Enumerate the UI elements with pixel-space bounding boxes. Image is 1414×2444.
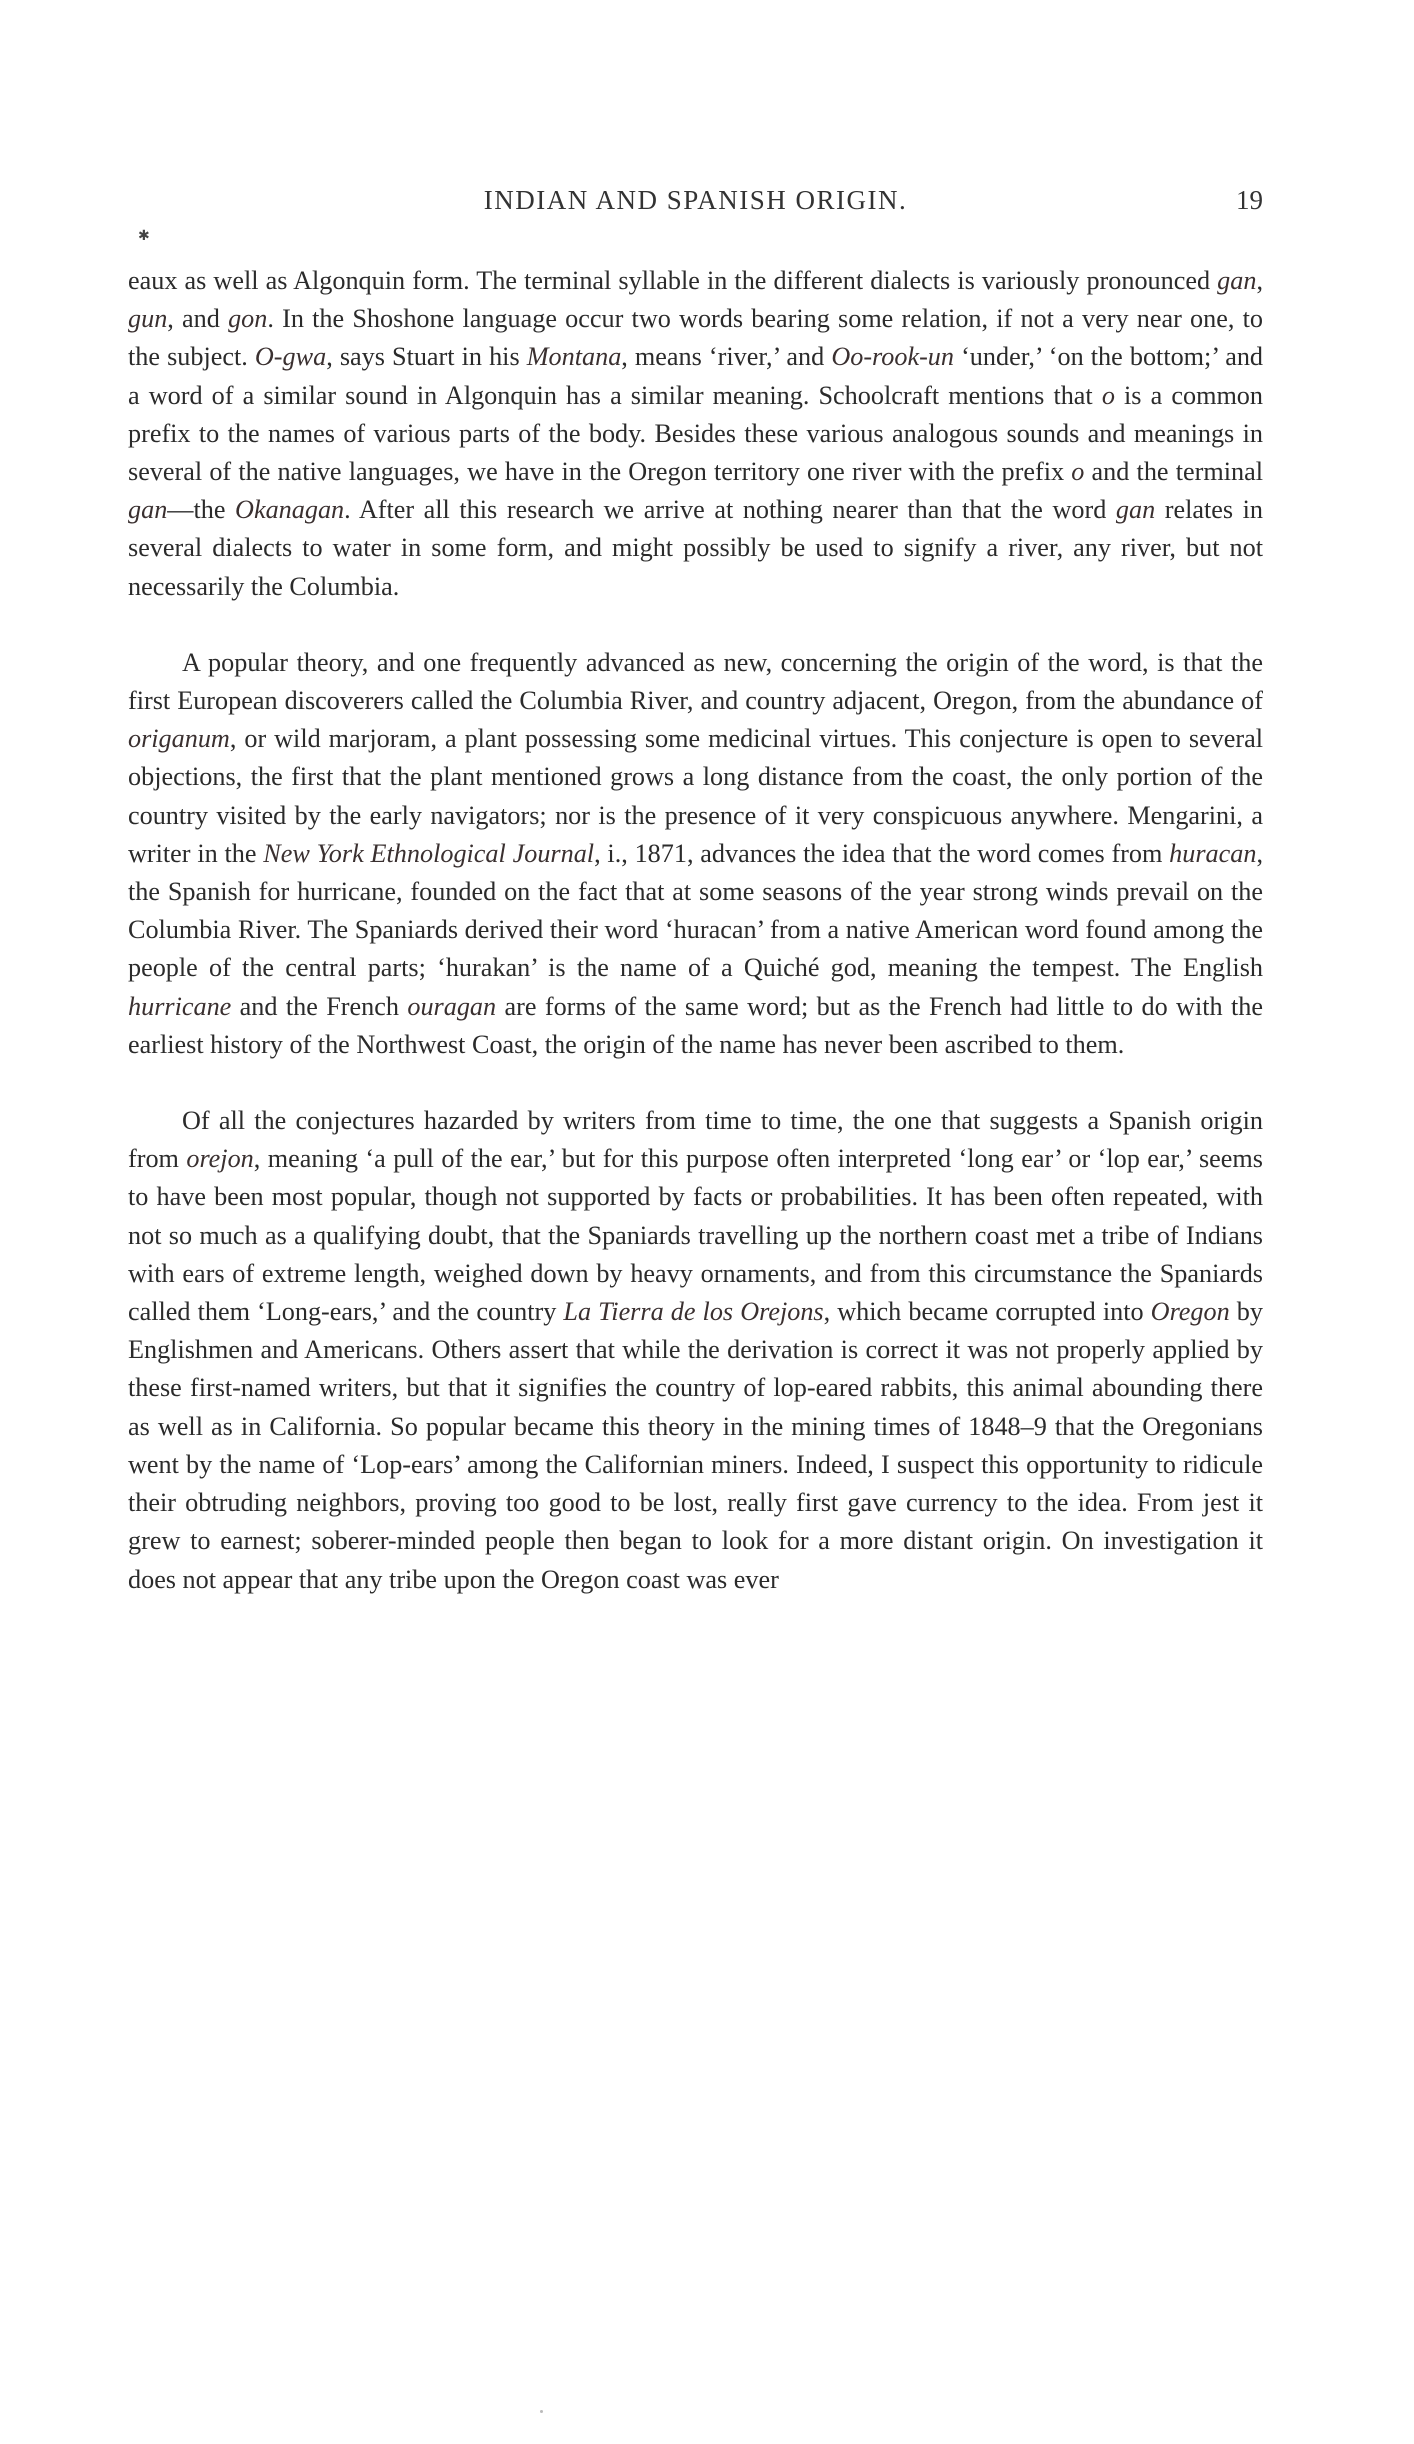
text-run: , or wild marjoram, a plant possessing some medicinal virtues. This conjecture is open to several objections, the first that the plant mentioned grows a long distance from the coast, the only portion of the country visited by the early navigators; nor is the presence of it very conspicuous anywhere. Mengarini, a writer in the xyxy=(128,724,1263,868)
body-text xyxy=(128,262,1263,1599)
italic-term: La Tierra de los Orejons xyxy=(563,1297,824,1327)
running-title: INDIAN AND SPANISH ORIGIN. xyxy=(483,185,908,215)
text-run: and the French xyxy=(231,991,408,1021)
text-run: and the terminal xyxy=(1084,457,1263,487)
italic-term: Oo-rook-un xyxy=(831,342,954,372)
text-run: , meaning ‘a pull of the ear,’ but for this purpose often interpreted ‘long ear’ or ‘lop ear,’ seems to have been most popular, though not supported by facts or probabilities. It has been often repeated, with not so much as a qualifying doubt, that the Spaniards travelling up the northern coast met a tribe of Indians with ears of extreme length, weighed down by heavy ornaments, and from this circumstance the Spaniards called them ‘Long-ears,’ and the country xyxy=(128,1144,1263,1327)
italic-term: O-gwa xyxy=(254,342,327,372)
italic-term: origanum xyxy=(128,724,230,754)
text-run: —the xyxy=(167,495,236,525)
italic-term: gan xyxy=(1217,266,1257,295)
text-run: A popular theory, and one frequently advanced as new, concerning the origin of the word, is that the first European discoverers called the Columbia River, and country adjacent, Oregon, from the abundance of xyxy=(128,647,1263,716)
page-number: 19 xyxy=(1236,185,1263,215)
text-run: , xyxy=(1256,266,1263,295)
paragraph-2 xyxy=(128,644,1263,1064)
italic-term: gan xyxy=(128,495,168,525)
italic-term: hurricane xyxy=(128,991,232,1021)
text-run: . In the Shoshone language occur two words bearing some relation, if not a very near one, to the subject. xyxy=(128,304,1263,372)
italic-term: Montana xyxy=(526,342,622,372)
text-run: , says Stuart in his xyxy=(326,342,527,372)
italic-term: huracan xyxy=(1169,838,1257,868)
italic-term: gon xyxy=(228,304,268,334)
printer-mark-icon: ✱ xyxy=(138,229,150,244)
italic-term: New York Ethnological Journal xyxy=(263,838,595,868)
text-run: , and xyxy=(167,304,229,334)
italic-term: o xyxy=(1071,457,1085,487)
italic-term: Okanagan xyxy=(235,495,345,525)
text-run: , means ‘river,’ and xyxy=(621,342,832,372)
text-run: are forms of the same word; but as the French had little to do with the earliest history of the Northwest Coast, the origin of the name has never been ascribed to them. xyxy=(128,991,1263,1059)
text-run: eaux as well as Algonquin form. The terminal syllable in the different dialects is variously pronounced xyxy=(128,266,1218,295)
text-run: , the Spanish for hurricane, founded on the fact that at some seasons of the year strong winds prevail on the Columbia River. The Spaniards derived their word ‘huracan’ from a native American word found among the people of the central parts; ‘hurakan’ is the name of a Quiché god, meaning the tempest. The English xyxy=(128,838,1264,983)
text-run: , which became corrupted into xyxy=(823,1297,1151,1327)
text-run: relates in several dialects to water in some form, and might possibly be used to signify a river, any river, but not necessarily the Columbia. xyxy=(128,495,1264,601)
paper-speck xyxy=(540,2410,543,2413)
text-run: Of all the conjectures hazarded by writers from time to time, the one that suggests a Spanish origin from xyxy=(128,1106,1263,1174)
italic-term: gun xyxy=(128,304,168,334)
italic-term: o xyxy=(1101,380,1115,410)
text-run: . After all this research we arrive at nothing nearer than that the word xyxy=(344,495,1116,525)
italic-term: ouragan xyxy=(407,991,497,1021)
paragraph-3 xyxy=(128,1102,1263,1599)
paragraph-1 xyxy=(128,262,1263,606)
text-run: ‘under,’ ‘on the bottom;’ and a word of a similar sound in Algonquin has a similar meaning. Schoolcraft mentions that xyxy=(128,342,1264,410)
text-run: , i., 1871, advances the idea that the word comes from xyxy=(594,838,1170,868)
text-run: is a common prefix to the names of various parts of the body. Besides these various analogous sounds and meanings in several of the native languages, we have in the Oregon territory one river with the prefix xyxy=(128,380,1263,487)
italic-term: orejon xyxy=(186,1144,254,1174)
italic-term: Oregon xyxy=(1150,1297,1230,1327)
italic-term: gan xyxy=(1115,495,1156,525)
running-head xyxy=(128,185,1263,225)
text-run: by Englishmen and Americans. Others assert that while the derivation is correct it was not properly applied by these first-named writers, but that it signifies the country of lop-eared rabbits, this animal abounding there as well as in California. So popular became this theory in the mining times of 1848–9 that the Oregonians went by the name of ‘Lop-ears’ among the Californian miners. Indeed, I suspect this opportunity to ridicule their obtruding neighbors, proving too good to be lost, really first gave currency to the idea. From jest it grew to earnest; soberer-minded people then began to look for a more distant origin. On investigation it does not appear that any tribe upon the Oregon coast was ever xyxy=(128,1297,1263,1594)
